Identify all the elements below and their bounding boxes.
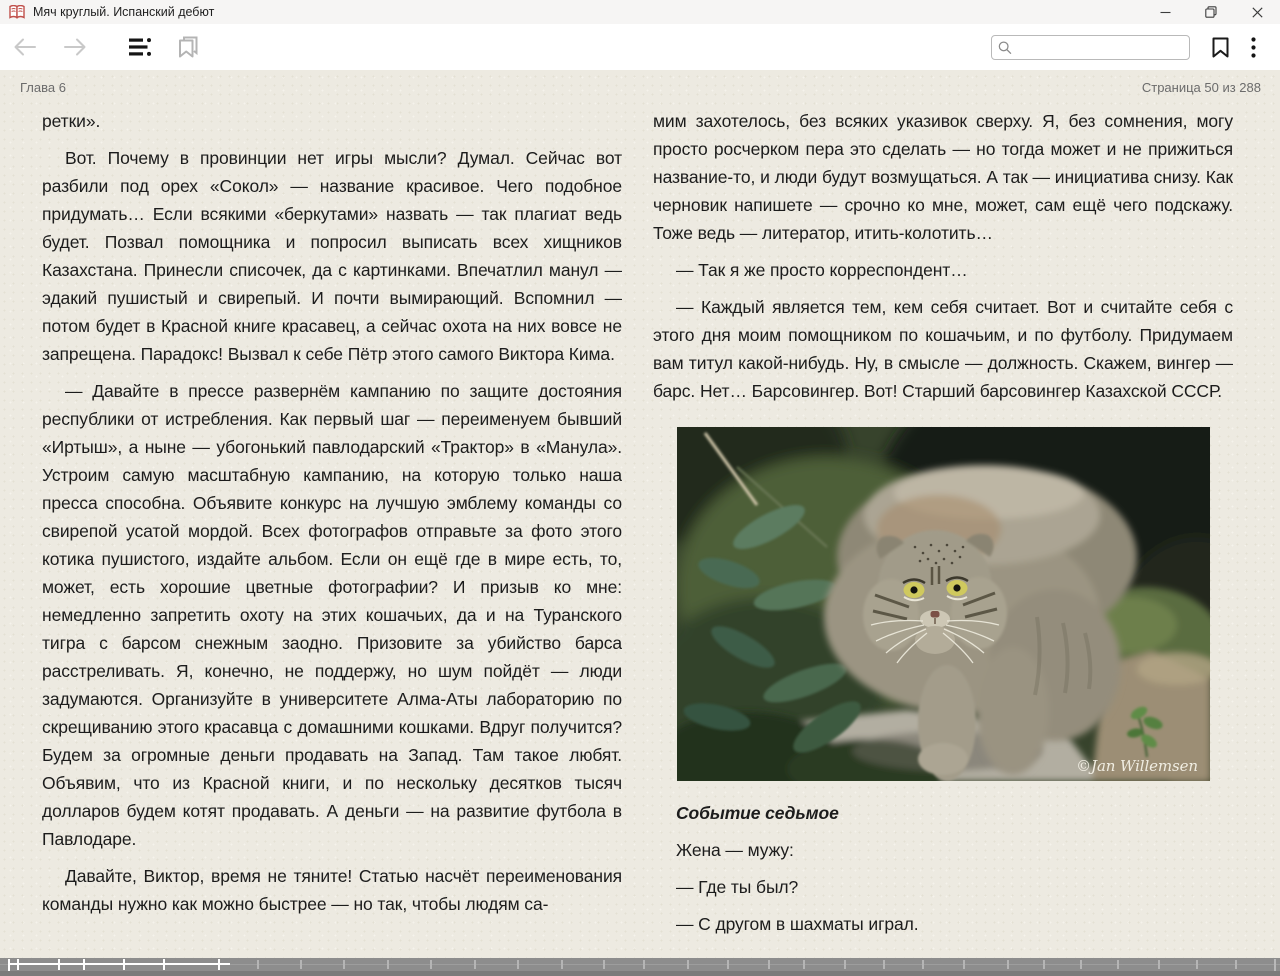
paragraph: мим захотелось, без всяких указивок сверху. Я, без сомнения, могу просто росчерком пера это сделать — но тогда может и не прижиться название-то, и люди будут возмущаться. А так — инициатива снизу. Как черновик напишете — срочно ко мне, может, сам ещё чего подскажу. Тоже ведь — литератор, итить-колотить… [653,111,1233,243]
right-column-bottom-text [653,799,1233,938]
progress-tick [1235,960,1237,969]
right-text-column [653,107,1233,958]
page-indicator: Страница 50 из 288 [1141,80,1261,95]
progress-tick [123,959,125,970]
progress-tick [1080,960,1082,969]
progress-tick [58,959,60,970]
progress-tick [561,960,563,969]
reader-toolbar [0,24,1280,70]
progress-tick [643,960,645,969]
bookmarks-list-icon [178,36,198,58]
progress-tick [844,960,846,969]
progress-tick [603,960,605,969]
progress-tick [387,960,389,969]
book-illustration [677,427,1210,781]
back-button[interactable] [12,31,38,63]
page-columns [42,107,1233,958]
progress-tick [218,959,220,970]
progress-tick [257,960,259,969]
progress-tick [517,960,519,969]
right-column-top-text [653,107,1233,405]
minimize-button[interactable] [1142,0,1188,24]
search-icon [998,40,1012,55]
overflow-menu-button[interactable] [1251,31,1256,63]
progress-tick [300,960,302,969]
toolbar-left-group [0,31,198,63]
forward-button[interactable] [62,31,88,63]
progress-tick [83,959,85,970]
minimize-icon [1160,7,1171,18]
progress-fill [8,963,231,965]
photo-credit-watermark: ©Jan Willemsen [1075,757,1198,775]
paragraph: — С другом в шахматы играл. [676,914,919,934]
paragraph: Вот. Почему в провинции нет игры мысли? Думал. Сейчас вот разбили под орех «Сокол» — название красивое. Чего подобное придумать… Если всякими «беркутами» назвать — так плагиат ведь будет. Позвал помощника и попросил выписать всех хищников Казахстана. Принесли списочек, да с картинками. Впечатлил манул — эдакий пушистый и свирепый. И почти вымирающий. Вспомнил — потом будет в Красной книге красавец, а сейчас охота на них вовсе не запрещена. Парадокс! Вызвал к себе Пётр этого самого Виктора Кима. [42,148,622,364]
paragraph: — Где ты был? [676,877,799,897]
progress-track[interactable] [0,958,1280,976]
kebab-menu-icon [1251,37,1256,58]
app-book-icon [9,5,25,19]
paragraph: — Так я же просто корреспондент… [676,260,968,280]
search-input[interactable] [1017,40,1184,54]
progress-tick [768,960,770,969]
paragraph: — Каждый является тем, кем себя считает. Вот и считайте себя с этого дня моим помощником по кошачьим, и по футболу. Придумаем вам титул какой-нибудь. Ну, в смысле — должность. Скажем, вингер — барс. Нет… Барсовингер. Вот! Старший барсовингер Казахской СССР. [653,297,1233,401]
close-button[interactable] [1234,0,1280,24]
progress-tick [883,960,885,969]
progress-tick [727,960,729,969]
bookmarks-list-button[interactable] [178,31,198,63]
title-bar [0,0,1280,24]
progress-tick [1158,960,1160,969]
progress-tick [963,960,965,969]
window-controls [1142,0,1280,24]
reading-area [0,70,1280,958]
toolbar-right-group [991,31,1280,63]
restore-button[interactable] [1188,0,1234,24]
forward-arrow-icon [62,35,88,59]
progress-tick [1007,960,1009,969]
progress-tick [17,959,19,970]
paragraph: — Давайте в прессе развернём кампанию по защите достояния республики от истребления. Как первый шаг — переименуем бывший «Иртыш», а ныне — убогонький павлодарский «Трактор» в «Манула». Устроим самую масштабную кампанию, на которую только наша пресса способна. Объявите конкурс на лучшую эмблему команды со свирепой усатой мордой. Всех фотографов отправьте за фото этого котика пушистого, издайте альбом. Если он ещё где в мире есть, то, может, есть хорошие цветные фотографии? И призыв ко мне: немедленно запретить охоту на этих кошачьих, да и на Туранского тигра с барсом снежным заодно. Призовите за убийство барса расстреливать. Я, конечно, не поддержу, но шум пойдёт — люди задумаются. Организуйте в университете Алма-Аты лабораторию по скрещиванию этого красавца с домашними кошками. Вдруг получится? Будем за огромные деньги продавать на Запад. Там такое любят. Объявим, что из Красной книги, и по нескольку десятков тысяч долларов будем котят продавать. А деньги — на развитие футбола в Павлодаре. [42,381,622,849]
progress-tick [474,960,476,969]
restore-icon [1205,6,1217,18]
paragraph: ретки». [42,111,101,131]
progress-tick [430,960,432,969]
close-icon [1252,7,1263,18]
progress-tick [1043,960,1045,969]
bookmark-icon [1212,37,1229,58]
progress-end-marker [1274,959,1276,971]
search-box [991,35,1190,60]
progress-start-marker [8,959,10,971]
back-arrow-icon [12,35,38,59]
paragraph: Событие седьмое [676,803,839,823]
progress-tick [922,960,924,969]
progress-tick [1117,960,1119,969]
progress-tick [803,960,805,969]
add-bookmark-button[interactable] [1212,31,1229,63]
paragraph: Давайте, Виктор, время не тяните! Статью насчёт переименования команды нужно как можно быстрее — но так, чтобы людям са- [42,866,622,914]
progress-tick [163,959,165,970]
window-title: Мяч круглый. Испанский дебют [33,5,215,19]
progress-tick [687,960,689,969]
manul-cat-photo [677,427,1210,781]
table-of-contents-icon [129,38,152,56]
table-of-contents-button[interactable] [129,31,152,63]
progress-tick [343,960,345,969]
paragraph: Жена — мужу: [676,840,794,860]
chapter-label: Глава 6 [20,80,66,95]
left-text-column [42,107,622,958]
progress-tick [1196,960,1198,969]
